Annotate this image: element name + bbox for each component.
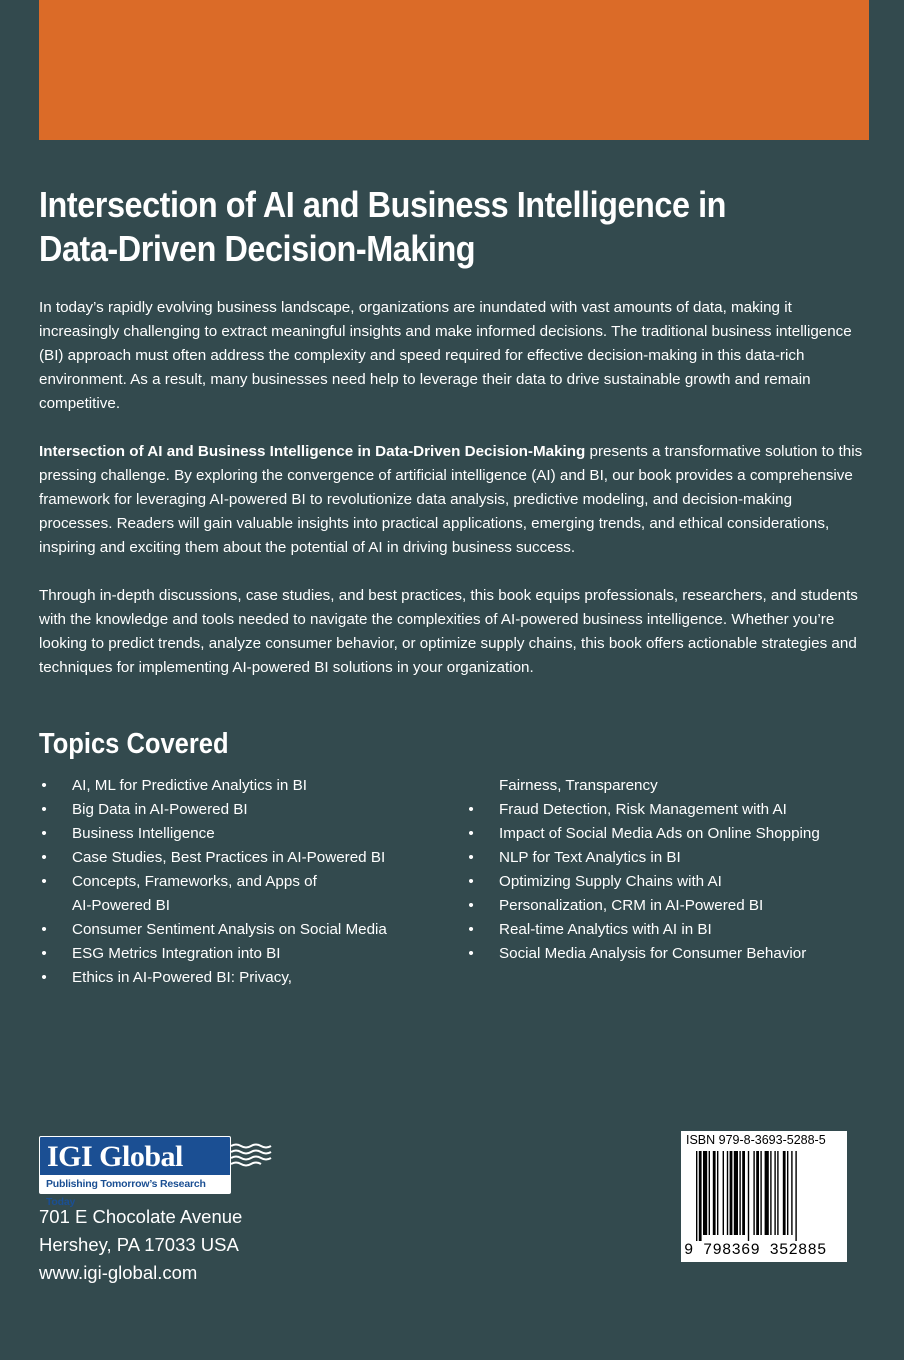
topic-item: • Case Studies, Best Practices in AI-Powered BI	[39, 846, 439, 870]
barcode-bar	[760, 1151, 761, 1235]
topic-item: • AI, ML for Predictive Analytics in BI	[39, 774, 439, 798]
barcode-bar	[777, 1151, 778, 1235]
topic-item: • Fraud Detection, Risk Management with AI	[466, 798, 886, 822]
bullet: •	[468, 897, 474, 914]
bullet: •	[468, 945, 474, 962]
publisher-logo	[39, 1136, 231, 1208]
barcode-bar	[770, 1151, 771, 1235]
paragraph-2-text: presents a transformative solution to this pressing challenge. By exploring the convergence of artificial intelligence (AI) and BI, our book provides a comprehensive framework for leveraging AI-powered BI to revolutionize data analysis, predictive modeling, and decision-making processes. Readers will gain valuable insights into practical applications, emerging trends, and ethical considerations, inspiring and exciting them about the potential of AI in driving business success.	[39, 443, 863, 556]
barcode-bar	[727, 1151, 728, 1235]
topic-item: • NLP for Text Analytics in BI	[466, 846, 886, 870]
barcode-bar	[753, 1151, 754, 1235]
barcode-icon	[696, 1151, 834, 1241]
barcode-bar	[699, 1151, 702, 1241]
barcode-bar	[734, 1151, 738, 1235]
title-line-2: Data-Driven Decision-Making	[39, 228, 476, 269]
topic-item: • ESG Metrics Integration into BI	[39, 942, 439, 966]
barcode-bar	[748, 1151, 749, 1241]
topics-list-left	[39, 774, 439, 990]
logo-tagline: Publishing Tomorrow’s Research Today	[40, 1175, 230, 1193]
barcode-bar	[787, 1151, 788, 1235]
barcode-box	[681, 1131, 847, 1262]
bullet: •	[468, 921, 474, 938]
topic-item: • Business Intelligence	[39, 822, 439, 846]
barcode-bar	[765, 1151, 769, 1235]
description-paragraph-2	[39, 440, 869, 560]
barcode-bar	[783, 1151, 786, 1235]
barcode-bar	[742, 1151, 745, 1235]
bullet: •	[468, 801, 474, 818]
bullet: •	[468, 873, 474, 890]
barcode-bar	[703, 1151, 707, 1235]
title-line-1: Intersection of AI and Business Intelligence in	[39, 184, 726, 225]
topics-list-right	[466, 774, 886, 966]
barcode-bar	[713, 1151, 716, 1235]
barcode-bar	[730, 1151, 733, 1235]
barcode-digits: 9 798369 352885	[684, 1241, 827, 1259]
bullet: •	[41, 849, 47, 866]
barcode-bar	[756, 1151, 759, 1235]
publisher-website[interactable]: www.igi-global.com	[39, 1262, 198, 1283]
topic-item: • Consumer Sentiment Analysis on Social Media	[39, 918, 439, 942]
bullet: •	[41, 777, 47, 794]
topic-item: • Big Data in AI-Powered BI	[39, 798, 439, 822]
bullet: •	[468, 849, 474, 866]
bullet: •	[41, 873, 47, 890]
barcode-bar	[739, 1151, 740, 1235]
barcode-bar	[709, 1151, 710, 1235]
barcode-bar	[795, 1151, 796, 1241]
logo-waves-icon	[231, 1142, 273, 1172]
barcode-bar	[696, 1151, 697, 1241]
topic-item: • Optimizing Supply Chains with AI	[466, 870, 886, 894]
barcode-bar	[791, 1151, 792, 1235]
topic-item: • Impact of Social Media Ads on Online Shopping	[466, 822, 886, 846]
book-title	[39, 183, 869, 271]
bullet: •	[41, 921, 47, 938]
top-color-band	[39, 0, 869, 140]
logo-name: IGI Global	[47, 1140, 183, 1173]
description-paragraph-3: Through in-depth discussions, case studies, and best practices, this book equips professionals, researchers, and students with the knowledge and tools needed to navigate the complexities of AI-powered business intelligence. Whether you’re looking to predict trends, analyze consumer behavior, or optimize supply chains, this book offers actionable strategies and techniques for implementing AI-powered BI solutions in your organization.	[39, 587, 858, 676]
bullet: •	[41, 825, 47, 842]
description-paragraph-1: In today’s rapidly evolving business landscape, organizations are inundated with vast amounts of data, making it increasingly challenging to extract meaningful insights and make informed decisions. The traditional business intelligence (BI) approach must often address the complexity and speed required for effective decision-making in this data-rich environment. As a result, many businesses need help to leverage their data to drive sustainable growth and remain competitive.	[39, 299, 852, 412]
bullet: •	[41, 945, 47, 962]
book-title-inline: Intersection of AI and Business Intelligence in Data-Driven Decision-Making	[39, 443, 586, 460]
bullet: •	[41, 801, 47, 818]
topic-item: • Real-time Analytics with AI in BI	[466, 918, 886, 942]
address-line-2: Hershey, PA 17033 USA	[39, 1234, 239, 1255]
topic-item: • Personalization, CRM in AI-Powered BI	[466, 894, 886, 918]
topic-item: • Ethics in AI-Powered BI: Privacy,	[39, 966, 439, 990]
topic-item: • Social Media Analysis for Consumer Behavior	[466, 942, 886, 966]
topics-heading: Topics Covered	[39, 728, 229, 760]
topic-item-continuation: Fairness, Transparency	[499, 777, 658, 794]
address-line-1: 701 E Chocolate Avenue	[39, 1206, 243, 1227]
barcode-bar	[723, 1151, 724, 1235]
publisher-address	[39, 1203, 242, 1287]
topic-item-continuation: AI-Powered BI	[72, 897, 170, 914]
bullet: •	[468, 825, 474, 842]
bullet: •	[41, 969, 47, 986]
barcode-bar	[774, 1151, 775, 1235]
barcode-bar	[717, 1151, 718, 1235]
description	[39, 296, 869, 704]
isbn-label: ISBN 979-8-3693-5288-5	[686, 1133, 826, 1147]
topic-item: • Concepts, Frameworks, and Apps of	[39, 870, 439, 894]
